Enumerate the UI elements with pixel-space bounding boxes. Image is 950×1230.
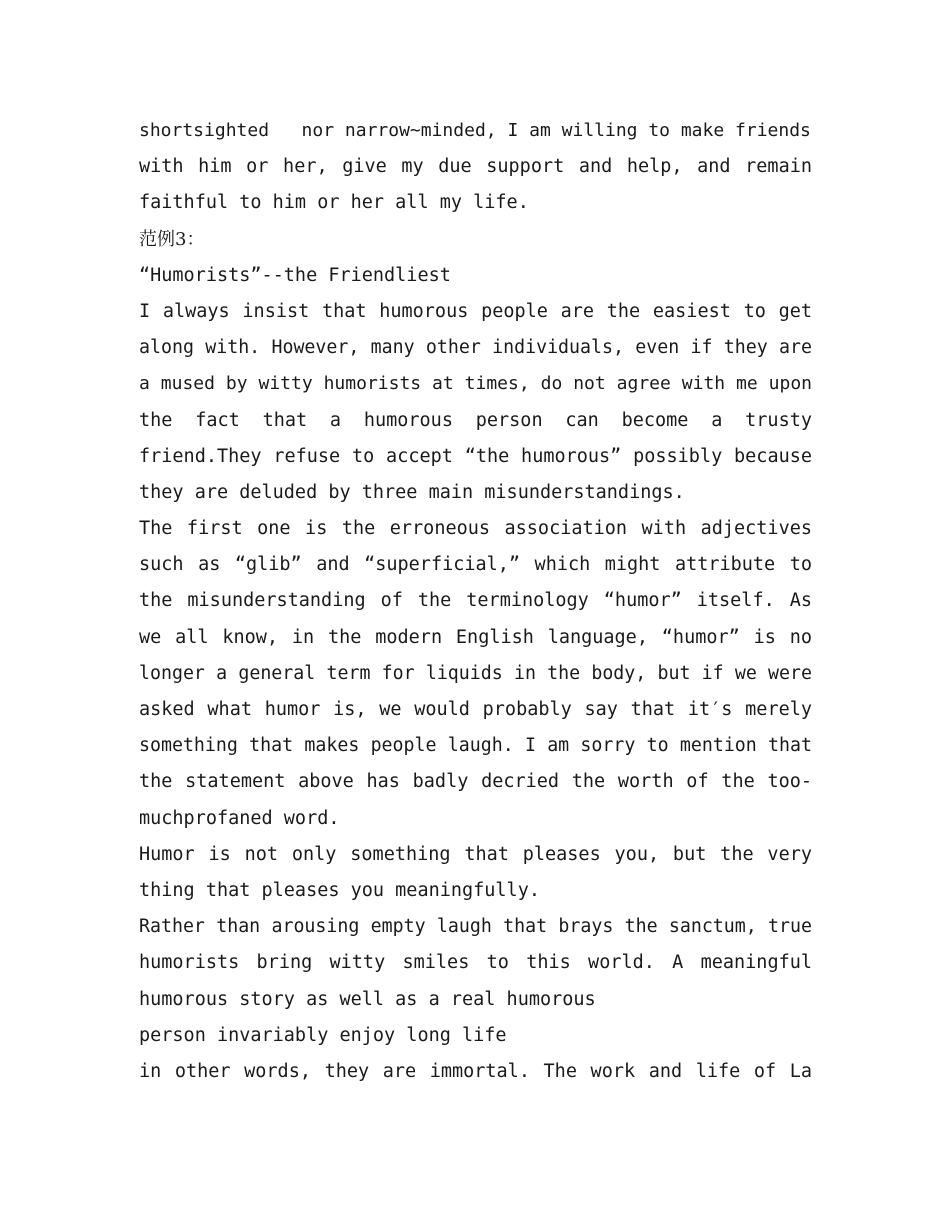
text-line: I always insist that humorous people are the easiest to get — [139, 300, 812, 322]
text-line: the misunderstanding of the terminology “humor” itself. As — [139, 590, 812, 612]
text-line: friend.They refuse to accept “the humorous” possibly because — [139, 445, 812, 467]
text-line: shortsighted nor narrow~minded, I am willing to make friends — [139, 120, 811, 141]
text-line: Rather than arousing empty laugh that brays the sanctum, true — [139, 916, 812, 938]
text-line: the fact that a humorous person can become a trusty — [139, 409, 812, 431]
text-line: they are deluded by three main misunderstandings. — [139, 481, 685, 503]
text-line: person invariably enjoy long life — [139, 1024, 507, 1046]
document-body — [139, 113, 812, 1090]
text-line: such as “glib” and “superficial,” which might attribute to — [139, 554, 812, 576]
text-line: The first one is the erroneous association with adjectives — [139, 518, 812, 540]
essay-title: “Humorists”--the Friendliest — [139, 264, 451, 286]
text-line: a mused by witty humorists at times, do not agree with me upon — [139, 373, 812, 395]
example-heading: 范例3： — [139, 228, 205, 250]
text-line: longer a general term for liquids in the body, but if we were — [139, 662, 812, 684]
text-line: along with. However, many other individuals, even if they are — [139, 337, 812, 359]
text-line: muchprofaned word. — [139, 807, 340, 829]
text-line: in other words, they are immortal. The work and life of La — [139, 1060, 812, 1082]
text-line: something that makes people laugh. I am sorry to mention that — [139, 735, 812, 757]
text-line: with him or her, give my due support and help, and remain — [139, 156, 812, 178]
text-line: humorous story as well as a real humorous — [139, 988, 596, 1010]
text-line: thing that pleases you meaningfully. — [139, 879, 540, 901]
text-line: humorists bring witty smiles to this world. A meaningful — [139, 952, 812, 974]
text-line: Humor is not only something that pleases you, but the very — [139, 843, 812, 865]
text-line: the statement above has badly decried the worth of the too- — [139, 771, 812, 793]
text-line: we all know, in the modern English language, “humor” is no — [139, 626, 812, 648]
text-line: asked what humor is, we would probably say that it′s merely — [139, 699, 812, 720]
text-line: faithful to him or her all my life. — [139, 192, 529, 214]
